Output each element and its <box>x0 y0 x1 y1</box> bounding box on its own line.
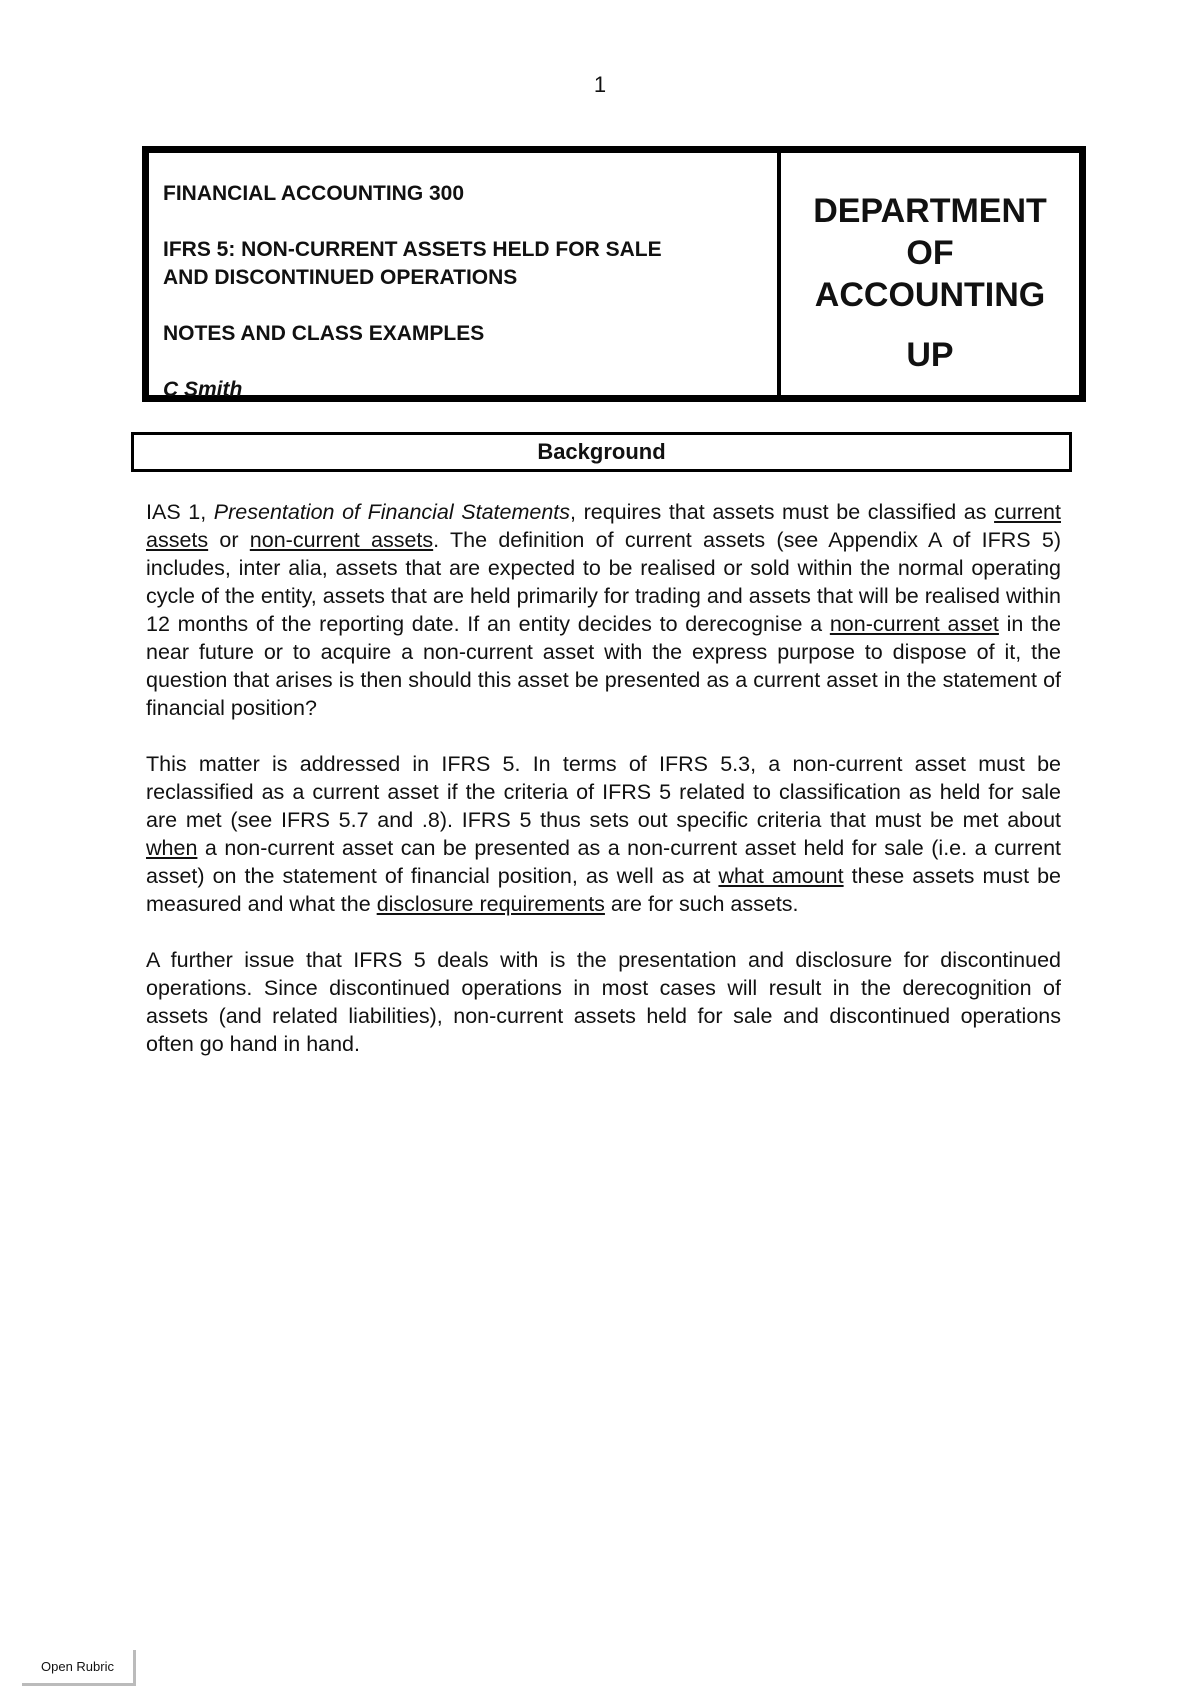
topic-title-line1: IFRS 5: NON-CURRENT ASSETS HELD FOR SALE <box>163 238 662 261</box>
section-heading-background: Background <box>131 432 1072 472</box>
paragraph-3: A further issue that IFRS 5 deals with is the presentation and disclosure for discontinued operations. Since discontinued operations in most cases will result in the derecognition of assets (and related liabilities), non-current assets held for sale and discontinued operations often go hand in hand. <box>146 948 1061 1056</box>
topic-title-line2: AND DISCONTINUED OPERATIONS <box>163 266 518 289</box>
course-info <box>149 153 781 401</box>
p2-underline-what-amount: what amount <box>718 864 844 888</box>
p2-text-d: are for such assets. <box>604 892 799 916</box>
body-text <box>146 498 1061 1086</box>
p1-underline-current-assets: current assets <box>146 500 1061 552</box>
p2-text-b: a non-current asset can be presented as a non-current asset held for sale (i.e. a current asset) on the statement of financial position, as well as at <box>146 836 1061 888</box>
p2-text-c: these assets must be measured and what the <box>146 864 1061 916</box>
title-header-box <box>142 146 1086 402</box>
p1-italic-title: Presentation of Financial Statements <box>213 500 571 524</box>
paragraph-2 <box>146 750 1061 918</box>
course-title: FINANCIAL ACCOUNTING 300 <box>163 182 465 205</box>
p2-underline-disclosure: disclosure requirements <box>376 892 605 916</box>
department-line3: ACCOUNTING <box>814 276 1046 314</box>
paragraph-1 <box>146 498 1061 722</box>
author-name: C Smith <box>163 378 243 401</box>
p1-text-e: in the near future or to acquire a non-current asset with the express purpose to dispose of it, the question that arises is then should this asset be presented as a current asset in the statement of financial position? <box>146 612 1061 720</box>
p1-text-d: . The definition of current assets (see Appendix A of IFRS 5) includes, inter alia, assets that are expected to be realised or sold within the normal operating cycle of the entity, assets that are held primarily for trading and assets that will be realised within 12 months of the reporting date. If an entity decides to derecognise a <box>146 528 1062 636</box>
department-line2: OF <box>906 234 954 272</box>
open-rubric-tab[interactable]: Open Rubric <box>22 1650 136 1686</box>
page-number: 1 <box>593 72 607 97</box>
p2-underline-when: when <box>146 836 198 860</box>
p1-underline-non-current-assets: non-current assets <box>249 528 434 552</box>
p1-text-c: or <box>208 528 250 552</box>
department-info <box>781 153 1079 395</box>
institution-name: UP <box>906 336 954 374</box>
p1-underline-non-current-asset: non-current asset <box>829 612 999 636</box>
department-line1: DEPARTMENT <box>813 192 1047 230</box>
p2-text-a: This matter is addressed in IFRS 5. In terms of IFRS 5.3, a non-current asset must be reclassified as a current asset if the criteria of IFRS 5 related to classification as held for sale are met (see IFRS 5.7 and .8). IFRS 5 thus sets out specific criteria that must be met about <box>146 752 1061 832</box>
notes-label: NOTES AND CLASS EXAMPLES <box>163 322 485 345</box>
p1-text-a: IAS 1, <box>146 500 214 524</box>
p1-text-b: , requires that assets must be classified as <box>570 500 995 524</box>
